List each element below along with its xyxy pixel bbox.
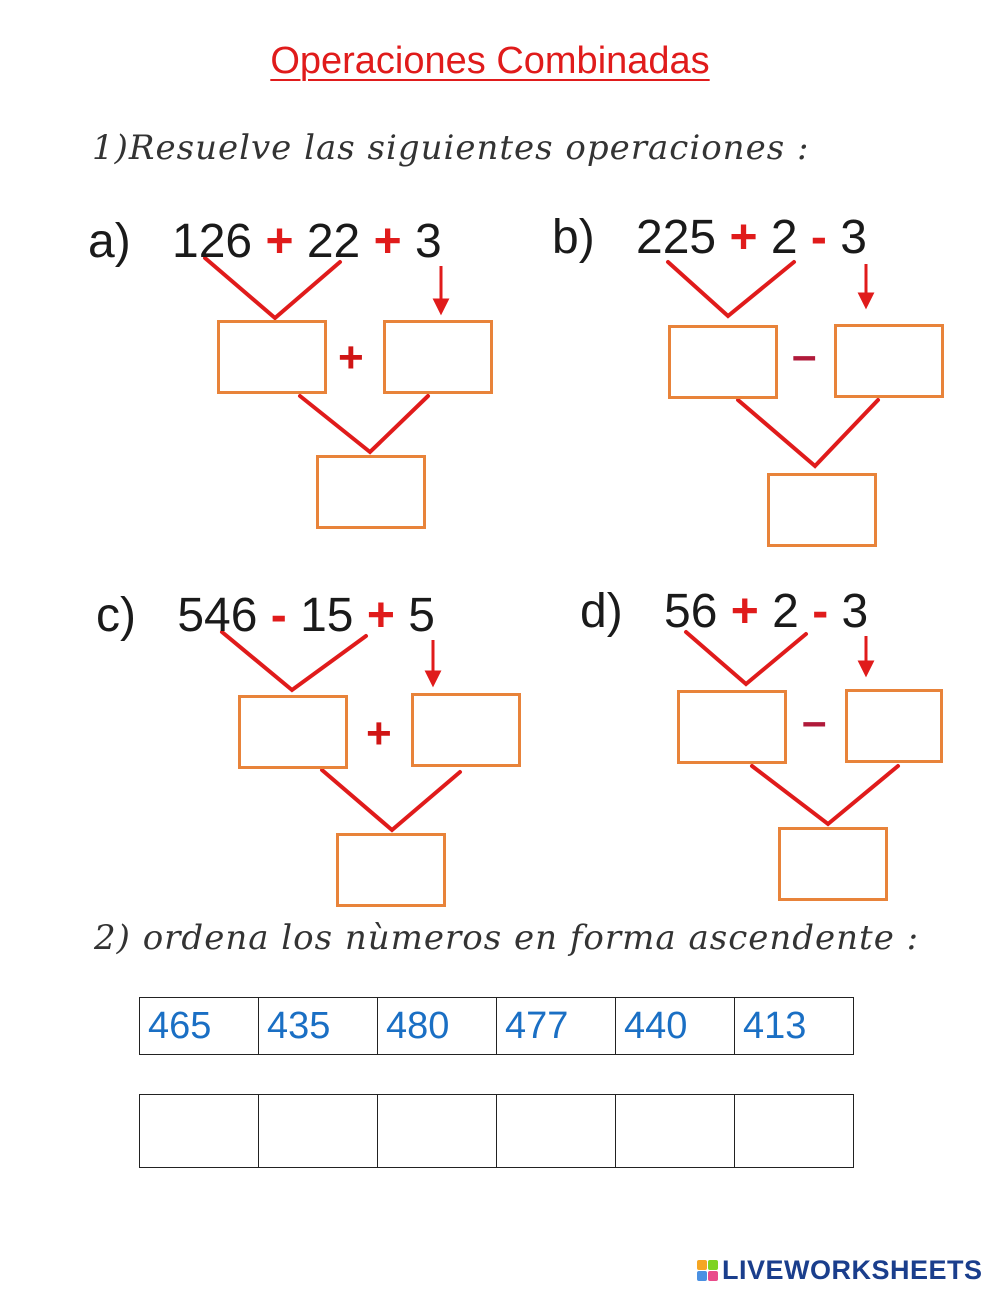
table-row [140,998,854,1055]
operand: 22 [306,215,361,268]
arrow-a-head [435,300,447,312]
table-row [140,1095,854,1168]
logo-square [708,1271,718,1281]
connector-b-bottom [738,400,878,466]
answer-box-d-result[interactable] [778,827,888,901]
exercise-a [88,215,442,268]
operand: 3 [841,585,869,638]
arrow-c-head [427,672,439,684]
number-cell: 440 [616,998,735,1055]
operator: + [729,211,758,264]
operand: 15 [300,589,354,642]
instruction-1: 1)Resuelve las siguientes operaciones : [92,128,810,168]
answer-box-b-1[interactable] [668,325,778,399]
middle-operator-c: + [366,709,392,758]
connector-b-top [668,262,794,316]
exercise-label: a) [88,215,131,268]
answer-box-a-1[interactable] [217,320,327,394]
arrow-d-head [860,662,872,674]
connector-c-bottom [322,770,460,830]
operator: + [366,589,395,642]
connector-d-top [686,632,806,684]
answer-box-a-2[interactable] [383,320,493,394]
exercise-d [580,585,869,638]
answer-box-c-result[interactable] [336,833,446,907]
operand: 5 [408,589,435,642]
connector-d-bottom [752,766,898,824]
answer-cell[interactable] [140,1095,259,1168]
middle-operator-b: – [792,331,817,380]
logo-square [697,1271,707,1281]
logo-text: LIVEWORKSHEETS [722,1255,983,1285]
liveworksheets-logo [697,1255,983,1286]
answer-box-b-result[interactable] [767,473,877,547]
exercise-label: d) [580,585,623,638]
connector-a-bottom [300,396,428,452]
answer-box-d-2[interactable] [845,689,943,763]
answer-cell[interactable] [259,1095,378,1168]
operand: 3 [840,211,867,264]
operand: 2 [772,585,799,638]
answer-cell[interactable] [616,1095,735,1168]
middle-operator-a: + [338,333,364,382]
instruction-2: 2) ordena los nùmeros en forma ascendente : [94,918,920,958]
number-cell: 465 [140,998,259,1055]
arrow-b-head [860,294,872,306]
page-title: Operaciones Combinadas [270,40,710,82]
operator: + [730,585,759,638]
operand: 546 [177,589,258,642]
operand: 2 [770,211,798,264]
answer-cell[interactable] [735,1095,854,1168]
middle-operator-d: – [802,697,827,746]
operator: - [810,211,827,264]
answer-box-a-result[interactable] [316,455,426,529]
liveworksheets-logo-icon [697,1260,718,1281]
ascending-order-answer-table [139,1094,854,1168]
operand: 126 [172,215,253,268]
given-numbers-table [139,997,854,1055]
logo-square [708,1260,718,1270]
operator: - [812,585,829,638]
answer-box-c-1[interactable] [238,695,348,769]
operator: + [373,215,402,268]
answer-cell[interactable] [497,1095,616,1168]
operand: 56 [664,585,718,638]
exercise-label: c) [96,589,136,642]
operand: 225 [636,211,717,264]
exercise-c [96,589,435,642]
logo-square [697,1260,707,1270]
answer-box-b-2[interactable] [834,324,944,398]
operator: + [265,215,294,268]
operator: - [270,589,287,642]
answer-cell[interactable] [378,1095,497,1168]
operand: 3 [414,215,442,268]
answer-box-d-1[interactable] [677,690,787,764]
exercise-label: b) [552,211,595,264]
number-cell: 480 [378,998,497,1055]
exercise-b [552,211,867,264]
number-cell: 477 [497,998,616,1055]
number-cell: 413 [735,998,854,1055]
number-cell: 435 [259,998,378,1055]
answer-box-c-2[interactable] [411,693,521,767]
